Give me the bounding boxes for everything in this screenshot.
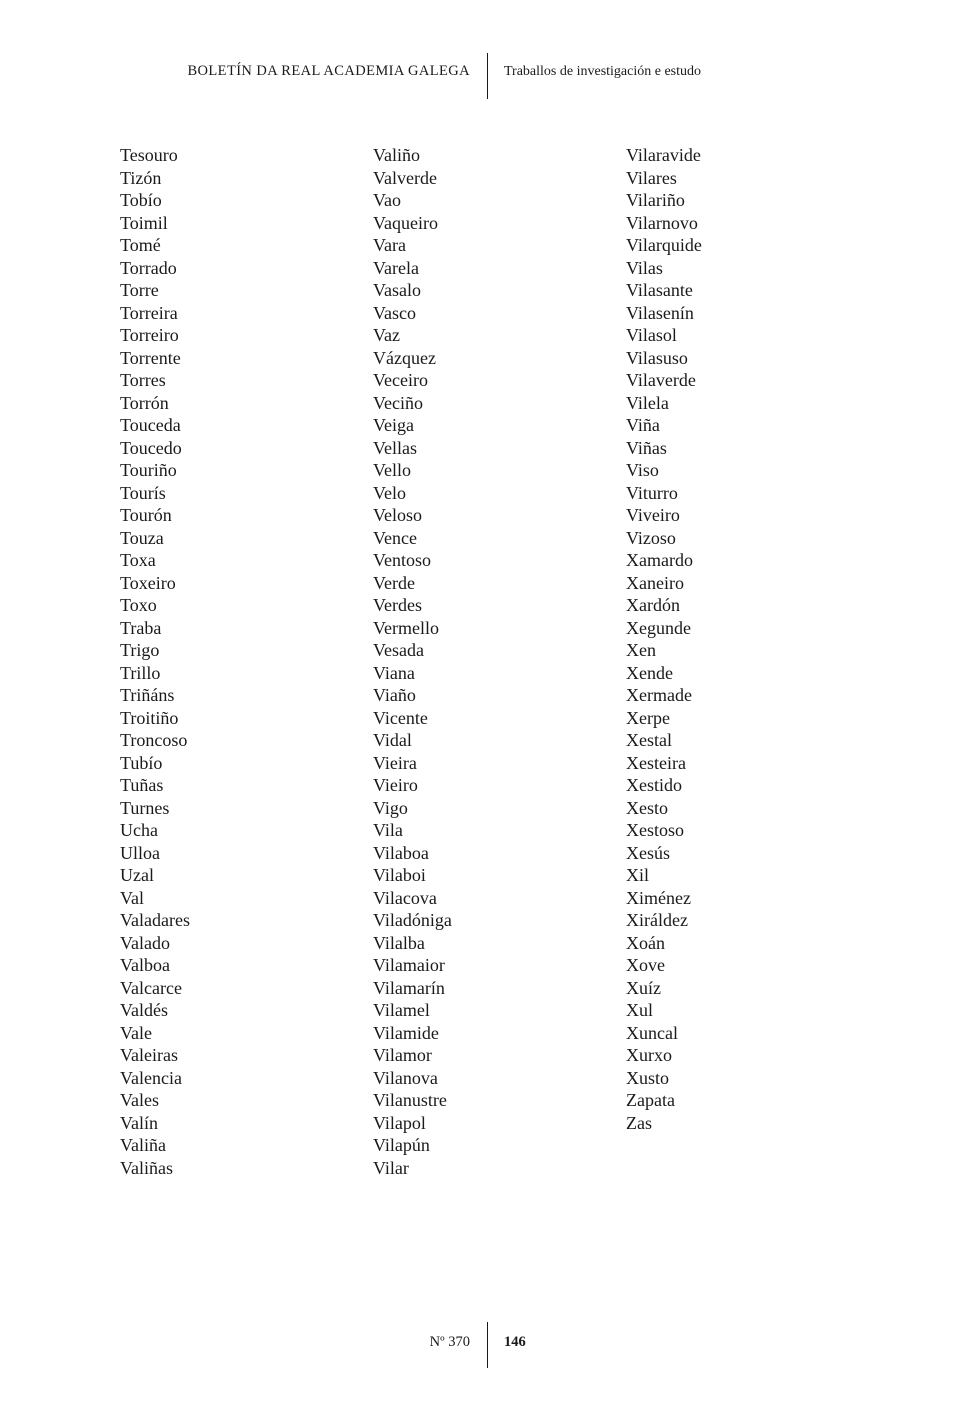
surname-entry: Valeiras (120, 1045, 178, 1065)
surname-entry: Vello (373, 460, 411, 480)
surname-entry: Toimil (120, 212, 168, 233)
surname-entry: Vázquez (373, 347, 436, 368)
surname-entry: Vales (120, 1090, 159, 1110)
surname-entry: Vidal (373, 730, 412, 750)
surname-entry: Veiga (373, 415, 414, 435)
surname-entry: Tesouro (120, 145, 178, 165)
surname-entry: Vilares (626, 167, 677, 188)
surname-entry: Torrado (120, 257, 177, 278)
surname-entry: Traba (120, 617, 162, 638)
surname-entry: Veciño (373, 392, 423, 413)
surname-entry: Touza (120, 527, 164, 548)
surname-entry: Vence (373, 527, 417, 548)
surname-entry: Tourís (120, 482, 166, 503)
surname-entry: Vilaboa (373, 842, 429, 863)
surname-entry: Torrente (120, 347, 181, 368)
surname-entry: Varela (373, 257, 419, 278)
surname-entry: Valado (120, 932, 170, 953)
surname-entry: Vilamel (373, 1000, 430, 1020)
surname-entry: Zas (626, 1112, 652, 1133)
surname-entry: Valverde (373, 167, 437, 188)
surname-entry: Touriño (120, 460, 177, 480)
surname-entry: Vilas (626, 257, 663, 278)
surname-entry: Tubío (120, 752, 163, 773)
footer-divider (487, 1322, 488, 1368)
surname-entry: Viveiro (626, 505, 680, 525)
surname-entry: Verdes (373, 595, 422, 615)
surname-entry: Torre (120, 280, 159, 300)
surname-entry: Vilamarín (373, 977, 445, 998)
surname-entry: Viana (373, 662, 415, 683)
surname-entry: Xermade (626, 685, 692, 705)
surname-entry: Vaz (373, 325, 400, 345)
section-title: Traballos de investigación e estudo (504, 64, 702, 79)
surname-entry: Vilasante (626, 280, 693, 300)
surname-entry: Valín (120, 1112, 158, 1133)
surname-entry: Vilaboi (373, 865, 426, 885)
surname-entry: Tomé (120, 235, 161, 255)
surname-entry: Valencia (120, 1067, 182, 1088)
surname-entry: Xestoso (626, 820, 684, 840)
surname-entry: Tizón (120, 167, 162, 188)
surname-entry: Velo (373, 482, 406, 503)
surname-entry: Valdés (120, 1000, 168, 1020)
surname-entry: Ventoso (373, 550, 431, 570)
surname-entry: Valiñas (120, 1157, 173, 1178)
surname-entry: Valadares (120, 910, 190, 930)
surname-entry: Toxeiro (120, 572, 176, 593)
surname-entry: Vigo (373, 797, 408, 818)
surname-entry: Vilariño (626, 190, 685, 210)
surname-entry: Vaqueiro (373, 212, 438, 233)
surname-entry: Troitiño (120, 707, 179, 728)
surname-entry: Vasalo (373, 280, 421, 300)
surname-entry: Troncoso (120, 730, 188, 750)
surname-entry: Xuíz (626, 977, 661, 998)
surname-entry: Verde (373, 572, 415, 593)
surname-entry: Vilasol (626, 325, 677, 345)
surname-entry: Viso (626, 460, 659, 480)
surname-entry: Xiráldez (626, 910, 688, 930)
surname-entry: Viladóniga (373, 910, 452, 930)
surname-entry: Ximénez (626, 887, 691, 908)
surname-entry: Veloso (373, 505, 422, 525)
surname-entry: Vilarquide (626, 235, 702, 255)
surname-entry: Valiño (373, 145, 420, 165)
surname-entry: Vilalba (373, 932, 425, 953)
surname-entry: Vermello (373, 617, 439, 638)
surname-entry: Tuñas (120, 775, 164, 795)
surname-entry: Viaño (373, 685, 416, 705)
surname-entry: Tourón (120, 505, 172, 525)
surname-entry: Xegunde (626, 617, 691, 638)
surname-column-1 (120, 144, 190, 1179)
surname-entry: Xamardo (626, 550, 693, 570)
surname-entry: Val (120, 887, 144, 908)
surname-entry: Vilapol (373, 1112, 426, 1133)
surname-entry: Vila (373, 820, 403, 840)
surname-entry: Xesto (626, 797, 668, 818)
issue-number: Nº 370 (429, 1334, 470, 1350)
surname-entry: Valboa (120, 955, 170, 975)
surname-entry: Vilanustre (373, 1090, 447, 1110)
surname-entry: Triñáns (120, 685, 175, 705)
surname-entry: Viñas (626, 437, 667, 458)
surname-entry: Torrón (120, 392, 169, 413)
surname-entry: Valiña (120, 1135, 166, 1155)
surname-entry: Xestido (626, 775, 682, 795)
surname-entry: Tobío (120, 190, 162, 210)
surname-entry: Vieiro (373, 775, 418, 795)
surname-entry: Trillo (120, 662, 161, 683)
surname-entry: Uzal (120, 865, 154, 885)
surname-entry: Vao (373, 190, 401, 210)
surname-entry: Torres (120, 370, 166, 390)
surname-entry: Vesada (373, 640, 424, 660)
surname-entry: Xuncal (626, 1022, 678, 1043)
surname-entry: Toxo (120, 595, 157, 615)
surname-column-3 (626, 144, 702, 1134)
surname-entry: Vilanova (373, 1067, 438, 1088)
journal-title: BOLETÍN DA REAL ACADEMIA GALEGA (187, 63, 470, 79)
surname-entry: Xerpe (626, 707, 670, 728)
surname-entry: Torreiro (120, 325, 179, 345)
surname-entry: Vilamide (373, 1022, 439, 1043)
surname-entry: Vara (373, 235, 406, 255)
surname-entry: Vizoso (626, 527, 676, 548)
header-divider (487, 53, 488, 99)
surname-entry: Xurxo (626, 1045, 672, 1065)
surname-entry: Torreira (120, 302, 178, 323)
surname-entry: Vicente (373, 707, 428, 728)
surname-entry: Vilaravide (626, 145, 701, 165)
surname-column-2 (373, 144, 452, 1179)
surname-entry: Xen (626, 640, 656, 660)
surname-entry: Xoán (626, 932, 665, 953)
surname-entry: Xove (626, 955, 665, 975)
surname-entry: Xul (626, 1000, 653, 1020)
surname-entry: Vilapún (373, 1135, 430, 1155)
surname-entry: Trigo (120, 640, 160, 660)
surname-entry: Xesteira (626, 752, 686, 773)
surname-entry: Vasco (373, 302, 416, 323)
surname-entry: Xestal (626, 730, 672, 750)
surname-entry: Zapata (626, 1090, 675, 1110)
surname-entry: Turnes (120, 797, 170, 818)
surname-entry: Vilacova (373, 887, 437, 908)
surname-entry: Toxa (120, 550, 156, 570)
surname-entry: Viña (626, 415, 660, 435)
surname-entry: Xardón (626, 595, 680, 615)
surname-entry: Xusto (626, 1067, 670, 1088)
surname-entry: Vilamaior (373, 955, 445, 975)
surname-entry: Vellas (373, 437, 417, 458)
surname-entry: Vilasenín (626, 302, 694, 323)
surname-entry: Xende (626, 662, 673, 683)
surname-entry: Ucha (120, 820, 158, 840)
surname-entry: Vilar (373, 1157, 409, 1178)
surname-entry: Vieira (373, 752, 417, 773)
surname-entry: Xaneiro (626, 572, 684, 593)
surname-entry: Toucedo (120, 437, 182, 458)
surname-entry: Vilasuso (626, 347, 688, 368)
surname-entry: Vilaverde (626, 370, 696, 390)
surname-entry: Valcarce (120, 977, 182, 998)
surname-entry: Vilarnovo (626, 212, 698, 233)
surname-entry: Vilela (626, 392, 669, 413)
surname-entry: Touceda (120, 415, 181, 435)
surname-entry: Ulloa (120, 842, 160, 863)
surname-entry: Vilamor (373, 1045, 432, 1065)
surname-entry: Xesús (626, 842, 670, 863)
surname-entry: Vale (120, 1022, 152, 1043)
surname-entry: Viturro (626, 482, 678, 503)
surname-entry: Veceiro (373, 370, 428, 390)
surname-entry: Xil (626, 865, 650, 885)
page-number: 146 (504, 1334, 526, 1350)
